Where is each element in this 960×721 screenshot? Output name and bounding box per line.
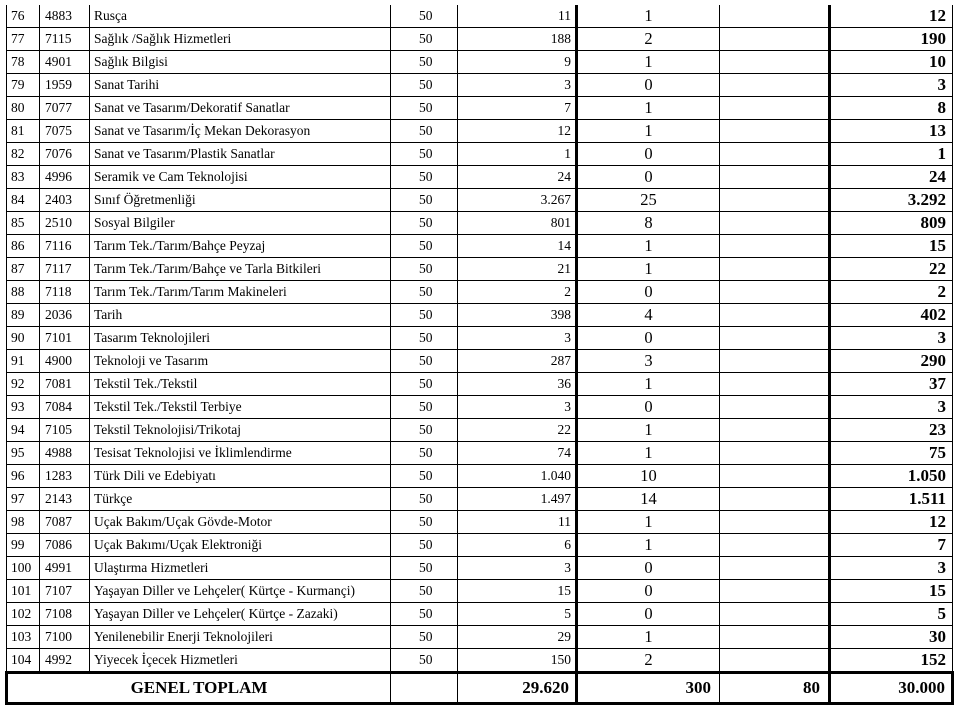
extra-value bbox=[720, 143, 830, 166]
extra-value bbox=[720, 442, 830, 465]
quota-value: 50 bbox=[391, 580, 458, 603]
program-name: Sağlık Bilgisi bbox=[90, 51, 391, 74]
total-value: 10 bbox=[830, 51, 953, 74]
program-code: 7116 bbox=[40, 235, 90, 258]
row-number: 97 bbox=[7, 488, 40, 511]
quota-value: 50 bbox=[391, 235, 458, 258]
row-number: 84 bbox=[7, 189, 40, 212]
row-number: 83 bbox=[7, 166, 40, 189]
mid-value: 0 bbox=[577, 396, 720, 419]
program-code: 7105 bbox=[40, 419, 90, 442]
applicants-value: 14 bbox=[458, 235, 577, 258]
row-number: 88 bbox=[7, 281, 40, 304]
quota-value: 50 bbox=[391, 5, 458, 28]
program-name: Rusça bbox=[90, 5, 391, 28]
mid-value: 2 bbox=[577, 28, 720, 51]
program-code: 4988 bbox=[40, 442, 90, 465]
total-value: 15 bbox=[830, 235, 953, 258]
extra-value bbox=[720, 189, 830, 212]
total-value: 3.292 bbox=[830, 189, 953, 212]
applicants-value: 22 bbox=[458, 419, 577, 442]
program-name: Sanat ve Tasarım/Plastik Sanatlar bbox=[90, 143, 391, 166]
row-number: 80 bbox=[7, 97, 40, 120]
program-name: Seramik ve Cam Teknolojisi bbox=[90, 166, 391, 189]
table-row bbox=[7, 74, 953, 97]
quota-value: 50 bbox=[391, 189, 458, 212]
program-code: 2403 bbox=[40, 189, 90, 212]
mid-value: 10 bbox=[577, 465, 720, 488]
program-name: Sınıf Öğretmenliği bbox=[90, 189, 391, 212]
row-number: 79 bbox=[7, 74, 40, 97]
program-name: Sanat ve Tasarım/Dekoratif Sanatlar bbox=[90, 97, 391, 120]
total-value: 12 bbox=[830, 5, 953, 28]
table-row bbox=[7, 235, 953, 258]
extra-value bbox=[720, 626, 830, 649]
program-code: 7086 bbox=[40, 534, 90, 557]
applicants-value: 287 bbox=[458, 350, 577, 373]
quota-value: 50 bbox=[391, 373, 458, 396]
quota-value: 50 bbox=[391, 166, 458, 189]
table-row bbox=[7, 143, 953, 166]
quota-value: 50 bbox=[391, 534, 458, 557]
total-value: 23 bbox=[830, 419, 953, 442]
total-value: 2 bbox=[830, 281, 953, 304]
mid-value: 1 bbox=[577, 419, 720, 442]
mid-value: 1 bbox=[577, 373, 720, 396]
program-code: 7101 bbox=[40, 327, 90, 350]
allocation-table bbox=[5, 5, 954, 705]
program-name: Türkçe bbox=[90, 488, 391, 511]
program-code: 4996 bbox=[40, 166, 90, 189]
table-row bbox=[7, 419, 953, 442]
total-value: 1.050 bbox=[830, 465, 953, 488]
row-number: 81 bbox=[7, 120, 40, 143]
total-value: 402 bbox=[830, 304, 953, 327]
applicants-value: 1.040 bbox=[458, 465, 577, 488]
mid-value: 4 bbox=[577, 304, 720, 327]
quota-value: 50 bbox=[391, 74, 458, 97]
total-value: 24 bbox=[830, 166, 953, 189]
table-row bbox=[7, 327, 953, 350]
mid-value: 3 bbox=[577, 350, 720, 373]
applicants-value: 150 bbox=[458, 649, 577, 673]
applicants-value: 12 bbox=[458, 120, 577, 143]
program-name: Tekstil Tek./Tekstil Terbiye bbox=[90, 396, 391, 419]
extra-value bbox=[720, 649, 830, 673]
quota-value: 50 bbox=[391, 626, 458, 649]
applicants-value: 3 bbox=[458, 396, 577, 419]
total-value: 809 bbox=[830, 212, 953, 235]
quota-value: 50 bbox=[391, 281, 458, 304]
total-value: 190 bbox=[830, 28, 953, 51]
table-row bbox=[7, 465, 953, 488]
row-number: 77 bbox=[7, 28, 40, 51]
total-value: 3 bbox=[830, 557, 953, 580]
extra-value bbox=[720, 465, 830, 488]
program-code: 7115 bbox=[40, 28, 90, 51]
grand-total-applicants: 29.620 bbox=[458, 673, 577, 704]
mid-value: 0 bbox=[577, 557, 720, 580]
total-value: 1.511 bbox=[830, 488, 953, 511]
grand-total-row bbox=[7, 673, 953, 704]
total-value: 290 bbox=[830, 350, 953, 373]
program-code: 2510 bbox=[40, 212, 90, 235]
grand-total-mid: 300 bbox=[577, 673, 720, 704]
table-row bbox=[7, 28, 953, 51]
total-value: 12 bbox=[830, 511, 953, 534]
quota-value: 50 bbox=[391, 304, 458, 327]
row-number: 101 bbox=[7, 580, 40, 603]
quota-value: 50 bbox=[391, 465, 458, 488]
extra-value bbox=[720, 258, 830, 281]
grand-total-quota bbox=[391, 673, 458, 704]
quota-value: 50 bbox=[391, 97, 458, 120]
extra-value bbox=[720, 396, 830, 419]
applicants-value: 21 bbox=[458, 258, 577, 281]
program-name: Tarih bbox=[90, 304, 391, 327]
program-name: Tarım Tek./Tarım/Bahçe ve Tarla Bitkileri bbox=[90, 258, 391, 281]
applicants-value: 11 bbox=[458, 5, 577, 28]
program-code: 4900 bbox=[40, 350, 90, 373]
applicants-value: 5 bbox=[458, 603, 577, 626]
total-value: 7 bbox=[830, 534, 953, 557]
extra-value bbox=[720, 235, 830, 258]
quota-value: 50 bbox=[391, 258, 458, 281]
extra-value bbox=[720, 603, 830, 626]
mid-value: 0 bbox=[577, 143, 720, 166]
quota-value: 50 bbox=[391, 419, 458, 442]
total-value: 13 bbox=[830, 120, 953, 143]
quota-value: 50 bbox=[391, 603, 458, 626]
applicants-value: 3 bbox=[458, 327, 577, 350]
applicants-value: 3 bbox=[458, 557, 577, 580]
mid-value: 1 bbox=[577, 97, 720, 120]
row-number: 86 bbox=[7, 235, 40, 258]
total-value: 8 bbox=[830, 97, 953, 120]
applicants-value: 9 bbox=[458, 51, 577, 74]
extra-value bbox=[720, 327, 830, 350]
program-code: 2036 bbox=[40, 304, 90, 327]
total-value: 3 bbox=[830, 74, 953, 97]
mid-value: 2 bbox=[577, 649, 720, 673]
table-row bbox=[7, 626, 953, 649]
quota-value: 50 bbox=[391, 120, 458, 143]
extra-value bbox=[720, 212, 830, 235]
program-name: Tarım Tek./Tarım/Bahçe Peyzaj bbox=[90, 235, 391, 258]
program-name: Yenilenebilir Enerji Teknolojileri bbox=[90, 626, 391, 649]
row-number: 90 bbox=[7, 327, 40, 350]
table-row bbox=[7, 557, 953, 580]
table-row bbox=[7, 396, 953, 419]
applicants-value: 3 bbox=[458, 74, 577, 97]
table-row bbox=[7, 189, 953, 212]
program-code: 2143 bbox=[40, 488, 90, 511]
mid-value: 1 bbox=[577, 258, 720, 281]
extra-value bbox=[720, 373, 830, 396]
extra-value bbox=[720, 120, 830, 143]
quota-value: 50 bbox=[391, 350, 458, 373]
mid-value: 1 bbox=[577, 120, 720, 143]
program-code: 4901 bbox=[40, 51, 90, 74]
quota-value: 50 bbox=[391, 28, 458, 51]
table-row bbox=[7, 166, 953, 189]
table-body bbox=[7, 5, 953, 704]
extra-value bbox=[720, 97, 830, 120]
total-value: 37 bbox=[830, 373, 953, 396]
row-number: 100 bbox=[7, 557, 40, 580]
program-code: 7075 bbox=[40, 120, 90, 143]
program-name: Sanat ve Tasarım/İç Mekan Dekorasyon bbox=[90, 120, 391, 143]
program-code: 7081 bbox=[40, 373, 90, 396]
table-row bbox=[7, 304, 953, 327]
row-number: 99 bbox=[7, 534, 40, 557]
row-number: 94 bbox=[7, 419, 40, 442]
applicants-value: 398 bbox=[458, 304, 577, 327]
program-code: 7084 bbox=[40, 396, 90, 419]
table-row bbox=[7, 373, 953, 396]
total-value: 75 bbox=[830, 442, 953, 465]
program-name: Sanat Tarihi bbox=[90, 74, 391, 97]
row-number: 103 bbox=[7, 626, 40, 649]
quota-value: 50 bbox=[391, 557, 458, 580]
program-code: 7108 bbox=[40, 603, 90, 626]
mid-value: 1 bbox=[577, 51, 720, 74]
extra-value bbox=[720, 419, 830, 442]
program-code: 7117 bbox=[40, 258, 90, 281]
row-number: 85 bbox=[7, 212, 40, 235]
applicants-value: 24 bbox=[458, 166, 577, 189]
mid-value: 0 bbox=[577, 580, 720, 603]
table-row bbox=[7, 212, 953, 235]
applicants-value: 7 bbox=[458, 97, 577, 120]
applicants-value: 29 bbox=[458, 626, 577, 649]
quota-value: 50 bbox=[391, 212, 458, 235]
total-value: 152 bbox=[830, 649, 953, 673]
program-name: Sağlık /Sağlık Hizmetleri bbox=[90, 28, 391, 51]
program-name: Tarım Tek./Tarım/Tarım Makineleri bbox=[90, 281, 391, 304]
extra-value bbox=[720, 5, 830, 28]
mid-value: 1 bbox=[577, 235, 720, 258]
row-number: 76 bbox=[7, 5, 40, 28]
program-name: Uçak Bakımı/Uçak Elektroniği bbox=[90, 534, 391, 557]
row-number: 95 bbox=[7, 442, 40, 465]
program-name: Tekstil Tek./Tekstil bbox=[90, 373, 391, 396]
mid-value: 1 bbox=[577, 442, 720, 465]
table-row bbox=[7, 281, 953, 304]
grand-total-extra: 80 bbox=[720, 673, 830, 704]
program-code: 7118 bbox=[40, 281, 90, 304]
extra-value bbox=[720, 166, 830, 189]
extra-value bbox=[720, 281, 830, 304]
table-row bbox=[7, 258, 953, 281]
program-code: 7077 bbox=[40, 97, 90, 120]
total-value: 3 bbox=[830, 327, 953, 350]
applicants-value: 3.267 bbox=[458, 189, 577, 212]
program-code: 4883 bbox=[40, 5, 90, 28]
row-number: 96 bbox=[7, 465, 40, 488]
extra-value bbox=[720, 350, 830, 373]
applicants-value: 801 bbox=[458, 212, 577, 235]
extra-value bbox=[720, 557, 830, 580]
mid-value: 0 bbox=[577, 281, 720, 304]
program-code: 7076 bbox=[40, 143, 90, 166]
extra-value bbox=[720, 511, 830, 534]
table-row bbox=[7, 603, 953, 626]
table-row bbox=[7, 51, 953, 74]
row-number: 102 bbox=[7, 603, 40, 626]
table-row bbox=[7, 442, 953, 465]
total-value: 30 bbox=[830, 626, 953, 649]
applicants-value: 74 bbox=[458, 442, 577, 465]
extra-value bbox=[720, 534, 830, 557]
mid-value: 25 bbox=[577, 189, 720, 212]
quota-value: 50 bbox=[391, 649, 458, 673]
row-number: 104 bbox=[7, 649, 40, 673]
mid-value: 0 bbox=[577, 603, 720, 626]
grand-total-label: GENEL TOPLAM bbox=[7, 673, 391, 704]
mid-value: 1 bbox=[577, 534, 720, 557]
row-number: 89 bbox=[7, 304, 40, 327]
program-name: Uçak Bakım/Uçak Gövde-Motor bbox=[90, 511, 391, 534]
program-code: 7100 bbox=[40, 626, 90, 649]
table-row bbox=[7, 511, 953, 534]
mid-value: 1 bbox=[577, 511, 720, 534]
row-number: 87 bbox=[7, 258, 40, 281]
program-name: Ulaştırma Hizmetleri bbox=[90, 557, 391, 580]
table-row bbox=[7, 350, 953, 373]
row-number: 93 bbox=[7, 396, 40, 419]
quota-value: 50 bbox=[391, 51, 458, 74]
extra-value bbox=[720, 74, 830, 97]
total-value: 22 bbox=[830, 258, 953, 281]
extra-value bbox=[720, 51, 830, 74]
total-value: 3 bbox=[830, 396, 953, 419]
grand-total-value: 30.000 bbox=[830, 673, 953, 704]
program-name: Yiyecek İçecek Hizmetleri bbox=[90, 649, 391, 673]
program-name: Yaşayan Diller ve Lehçeler( Kürtçe - Kurmançi) bbox=[90, 580, 391, 603]
row-number: 92 bbox=[7, 373, 40, 396]
table-row bbox=[7, 580, 953, 603]
program-name: Sosyal Bilgiler bbox=[90, 212, 391, 235]
document-sheet bbox=[5, 5, 951, 705]
total-value: 1 bbox=[830, 143, 953, 166]
program-code: 4991 bbox=[40, 557, 90, 580]
applicants-value: 36 bbox=[458, 373, 577, 396]
applicants-value: 1 bbox=[458, 143, 577, 166]
program-name: Tesisat Teknolojisi ve İklimlendirme bbox=[90, 442, 391, 465]
program-name: Tekstil Teknolojisi/Trikotaj bbox=[90, 419, 391, 442]
mid-value: 0 bbox=[577, 327, 720, 350]
row-number: 82 bbox=[7, 143, 40, 166]
mid-value: 1 bbox=[577, 5, 720, 28]
program-name: Tasarım Teknolojileri bbox=[90, 327, 391, 350]
extra-value bbox=[720, 28, 830, 51]
table-row bbox=[7, 488, 953, 511]
extra-value bbox=[720, 580, 830, 603]
applicants-value: 15 bbox=[458, 580, 577, 603]
applicants-value: 1.497 bbox=[458, 488, 577, 511]
total-value: 15 bbox=[830, 580, 953, 603]
extra-value bbox=[720, 304, 830, 327]
program-name: Yaşayan Diller ve Lehçeler( Kürtçe - Zazaki) bbox=[90, 603, 391, 626]
mid-value: 14 bbox=[577, 488, 720, 511]
quota-value: 50 bbox=[391, 511, 458, 534]
row-number: 78 bbox=[7, 51, 40, 74]
applicants-value: 2 bbox=[458, 281, 577, 304]
row-number: 91 bbox=[7, 350, 40, 373]
total-value: 5 bbox=[830, 603, 953, 626]
program-code: 7087 bbox=[40, 511, 90, 534]
table-row bbox=[7, 5, 953, 28]
program-name: Teknoloji ve Tasarım bbox=[90, 350, 391, 373]
extra-value bbox=[720, 488, 830, 511]
program-name: Türk Dili ve Edebiyatı bbox=[90, 465, 391, 488]
quota-value: 50 bbox=[391, 488, 458, 511]
quota-value: 50 bbox=[391, 442, 458, 465]
mid-value: 8 bbox=[577, 212, 720, 235]
table-row bbox=[7, 649, 953, 673]
mid-value: 0 bbox=[577, 74, 720, 97]
mid-value: 0 bbox=[577, 166, 720, 189]
table-row bbox=[7, 97, 953, 120]
mid-value: 1 bbox=[577, 626, 720, 649]
program-code: 1283 bbox=[40, 465, 90, 488]
applicants-value: 188 bbox=[458, 28, 577, 51]
quota-value: 50 bbox=[391, 327, 458, 350]
applicants-value: 6 bbox=[458, 534, 577, 557]
quota-value: 50 bbox=[391, 396, 458, 419]
table-row bbox=[7, 534, 953, 557]
row-number: 98 bbox=[7, 511, 40, 534]
program-code: 7107 bbox=[40, 580, 90, 603]
program-code: 1959 bbox=[40, 74, 90, 97]
quota-value: 50 bbox=[391, 143, 458, 166]
program-code: 4992 bbox=[40, 649, 90, 673]
table-row bbox=[7, 120, 953, 143]
applicants-value: 11 bbox=[458, 511, 577, 534]
